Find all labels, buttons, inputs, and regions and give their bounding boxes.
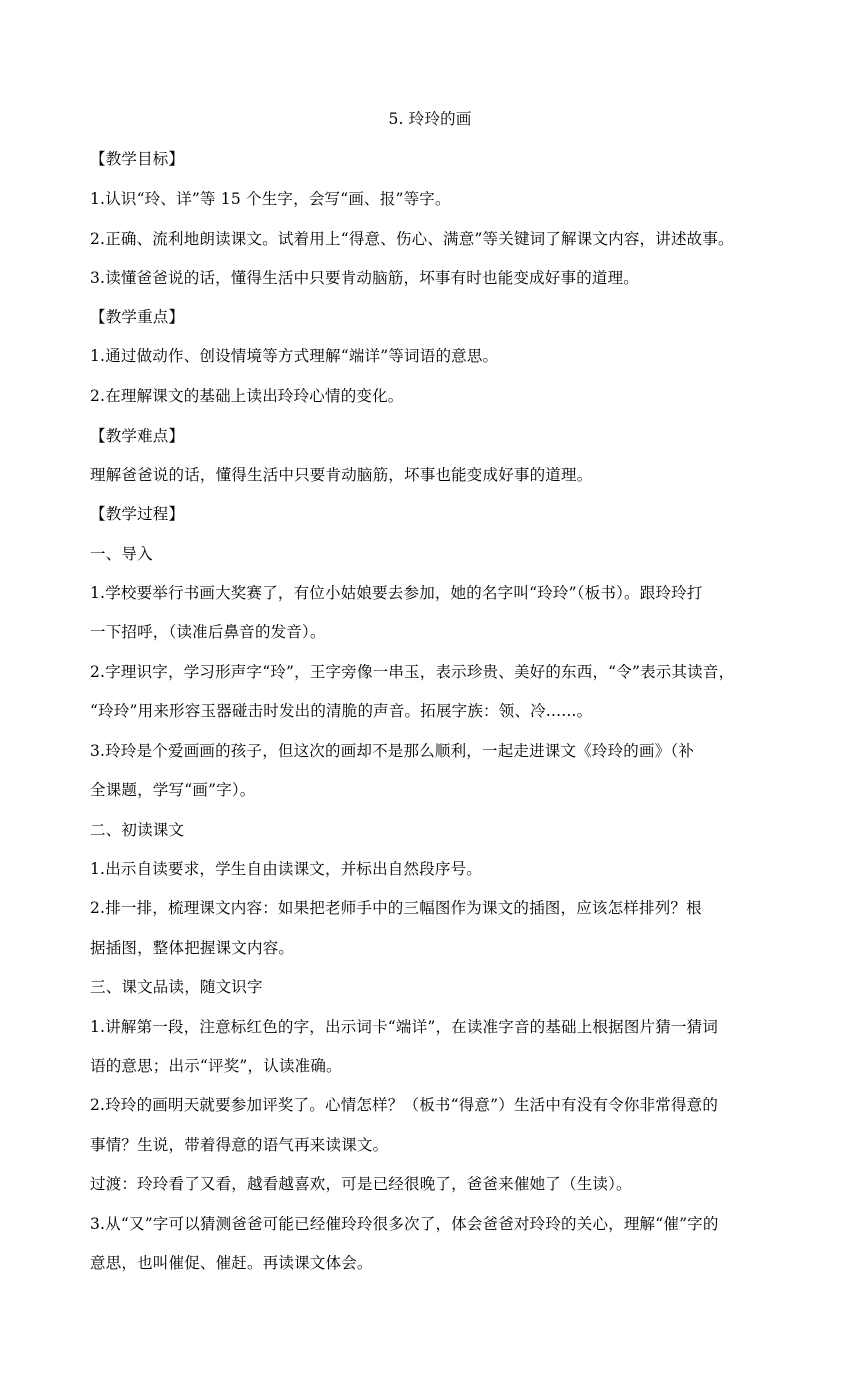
intro-paragraph-2-cont: “玲玲”用来形容玉器碰击时发出的清脆的声音。拓展字族：领、冷......。 [90, 702, 593, 720]
intro-paragraph-1-cont: 一下招呼，（读准后鼻音的发音）。 [90, 623, 326, 641]
goal-item-1: 1.认识“玲、详”等 15 个生字，会写“画、报”等字。 [90, 190, 451, 208]
process-heading: 【教学过程】 [90, 505, 185, 523]
page-title: 5. 玲玲的画 [388, 110, 472, 128]
section-first-reading-heading: 二、初读课文 [90, 821, 185, 839]
goal-item-2: 2.正确、流利地朗读课文。试着用上“得意、伤心、满意”等关键词了解课文内容，讲述故事。 [90, 230, 734, 248]
reading-paragraph-3-cont: 意思，也叫催促、催赶。再读课文体会。 [90, 1254, 373, 1272]
reading-paragraph-2: 2.玲玲的画明天就要参加评奖了。心情怎样？（板书“得意”）生活中有没有令你非常得意的 [90, 1096, 719, 1114]
intro-paragraph-1: 1.学校要举行书画大奖赛了，有位小姑娘要去参加，她的名字叫“玲玲”（板书）。跟玲玲打 [90, 584, 703, 602]
reading-paragraph-1: 1.讲解第一段，注意标红色的字，出示词卡“端详”，在读准字音的基础上根据图片猜一猜词 [90, 1018, 719, 1036]
difficulty-text: 理解爸爸说的话，懂得生活中只要肯动脑筋，坏事也能变成好事的道理。 [90, 466, 593, 484]
key-point-1: 1.通过做动作、创设情境等方式理解“端详”等词语的意思。 [90, 347, 499, 365]
key-points-heading: 【教学重点】 [90, 308, 185, 326]
first-reading-paragraph-1: 1.出示自读要求，学生自由读课文，并标出自然段序号。 [90, 860, 482, 878]
intro-paragraph-3: 3.玲玲是个爱画画的孩子，但这次的画却不是那么顺利，一起走进课文《玲玲的画》（补 [90, 742, 695, 760]
key-point-2: 2.在理解课文的基础上读出玲玲心情的变化。 [90, 387, 404, 405]
section-intro-heading: 一、导入 [90, 545, 153, 563]
reading-transition: 过渡：玲玲看了又看，越看越喜欢，可是已经很晚了，爸爸来催她了（生读）。 [90, 1175, 632, 1193]
reading-paragraph-3: 3.从“又”字可以猜测爸爸可能已经催玲玲很多次了，体会爸爸对玲玲的关心，理解“催”字的 [90, 1215, 719, 1233]
intro-paragraph-3-cont: 全课题，学写“画”字）。 [90, 781, 256, 799]
first-reading-paragraph-2-cont: 据插图，整体把握课文内容。 [90, 939, 295, 957]
reading-paragraph-2-cont: 事情？生说，带着得意的语气再来读课文。 [90, 1136, 389, 1154]
reading-paragraph-1-cont: 语的意思；出示“评奖”，认读准确。 [90, 1057, 342, 1075]
intro-paragraph-2: 2.字理识字，学习形声字“玲”，王字旁像一串玉，表示珍贵、美好的东西，“令”表示其读音， [90, 663, 735, 681]
goal-item-3: 3.读懂爸爸说的话，懂得生活中只要肯动脑筋，坏事有时也能变成好事的道理。 [90, 269, 639, 287]
difficulty-heading: 【教学难点】 [90, 427, 185, 445]
goals-heading: 【教学目标】 [90, 150, 185, 168]
section-reading-heading: 三、课文品读，随文识字 [90, 978, 263, 996]
first-reading-paragraph-2: 2.排一排，梳理课文内容：如果把老师手中的三幅图作为课文的插图，应该怎样排列？根 [90, 899, 702, 917]
